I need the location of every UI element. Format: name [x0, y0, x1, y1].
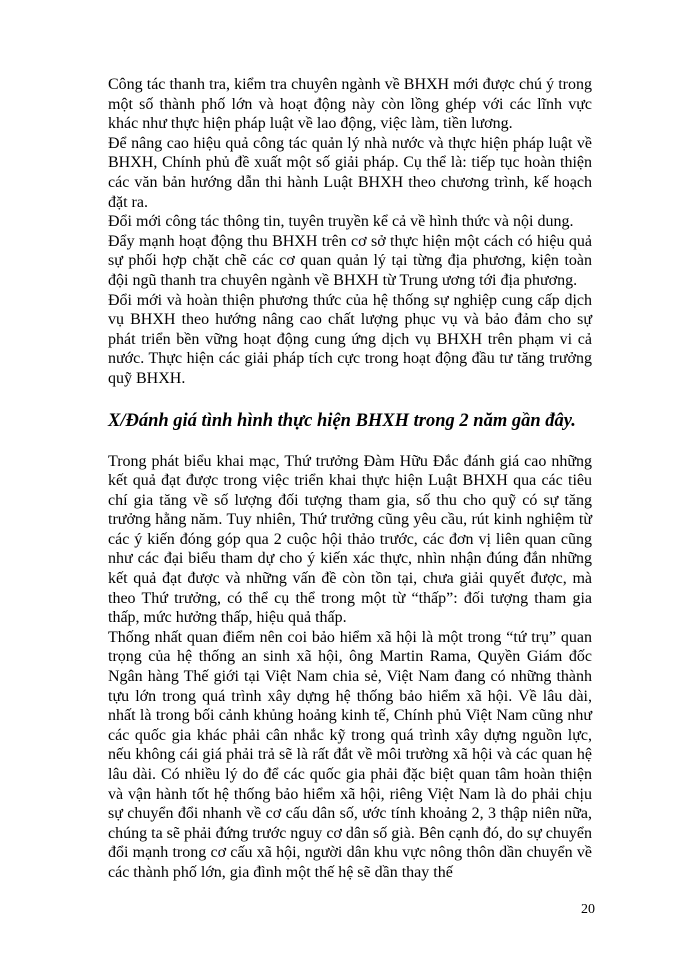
paragraph-service-reform: Đổi mới và hoàn thiện phương thức của hệ thống sự nghiệp cung cấp dịch vụ BHXH theo hướng nâng cao chất lượng phục vụ và bảo đảm cho sự phát triển bền vững hoạt động cung ứng dịch vụ BHXH trên phạm vi cả nước. Thực hiện các giải pháp tích cực trong hoạt động đầu tư tăng trưởng quỹ BHXH.: [108, 291, 592, 387]
page-number: 20: [581, 902, 595, 917]
page-content: [108, 75, 592, 883]
paragraph-information-reform: Đổi mới công tác thông tin, tuyên truyền kể cả về hình thức và nội dung.: [108, 213, 574, 231]
paragraph-government-solutions: Để nâng cao hiệu quả công tác quản lý nhà nước và thực hiện pháp luật về BHXH, Chính phủ đề xuất một số giải pháp. Cụ thể là: tiếp tục hoàn thiện các văn bản hướng dẫn thi hành Luật BHXH theo chương trình, kế hoạch đặt ra.: [108, 134, 592, 211]
paragraph-inspection-status: Công tác thanh tra, kiểm tra chuyên ngành về BHXH mới được chú ý trong một số thành phố lớn và hoạt động này còn lồng ghép với các lĩnh vực khác như thực hiện pháp luật về lao động, việc làm, tiền lương.: [108, 76, 592, 133]
paragraph-collection-promotion: Đẩy mạnh hoạt động thu BHXH trên cơ sở thực hiện một cách có hiệu quả sự phối hợp chặt chẽ các cơ quan quản lý tại từng địa phương, kiện toàn đội ngũ thanh tra chuyên ngành về BHXH từ Trung ương tới địa phương.: [108, 232, 592, 289]
paragraph-world-bank-view: Thống nhất quan điểm nên coi bảo hiểm xã hội là một trong “tứ trụ” quan trọng của hệ thống an sinh xã hội, ông Martin Rama, Quyền Giám đốc Ngân hàng Thế giới tại Việt Nam chia sẻ, Việt Nam đang có những thành tựu lớn trong quá trình xây dựng hệ thống bảo hiểm xã hội. Về lâu dài, nhất là trong bối cảnh khủng hoảng kinh tế, Chính phủ Việt Nam cũng như các quốc gia khác phải cân nhắc kỹ trong quá trình xây dựng nguồn lực, nếu không cái giá phải trả sẽ là rất đắt về môi trường xã hội và các quan hệ lâu dài. Có nhiều lý do để các quốc gia phải đặc biệt quan tâm hoàn thiện và vận hành tốt hệ thống bảo hiểm xã hội, riêng Việt Nam là do phải chịu sự chuyển đổi nhanh về cơ cấu dân số, ước tính khoảng 2, 3 thập niên nữa, chúng ta sẽ phải đứng trước nguy cơ dân số già. Bên cạnh đó, do sự chuyển đổi mạnh trong cơ cấu xã hội, người dân khu vực nông thôn dần chuyển về các thành phố lớn, gia đình một thế hệ sẽ dần thay thế: [108, 628, 592, 881]
section-heading: X/Đánh giá tình hình thực hiện BHXH trong 2 năm gần đây.: [108, 410, 576, 431]
paragraph-opening-speech: Trong phát biểu khai mạc, Thứ trưởng Đàm Hữu Đắc đánh giá cao những kết quả đạt được trong việc triển khai thực hiện Luật BHXH qua các tiêu chí gia tăng về số lượng đối tượng tham gia, số thu cho quỹ có sự tăng trưởng hằng năm. Tuy nhiên, Thứ trưởng cũng yêu cầu, rút kinh nghiệm từ các ý kiến đóng góp qua 2 cuộc hội thảo trước, các đơn vị liên quan cũng như các đại biểu tham dự cho ý kiến xác thực, nhìn nhận đúng đắn những kết quả đạt được và những vấn đề còn tồn tại, chưa giải quyết được, mà theo Thứ trưởng, có thể cụ thể trong một từ “thấp”: đối tượng tham gia thấp, mức hưởng thấp, hiệu quả thấp.: [108, 452, 592, 627]
